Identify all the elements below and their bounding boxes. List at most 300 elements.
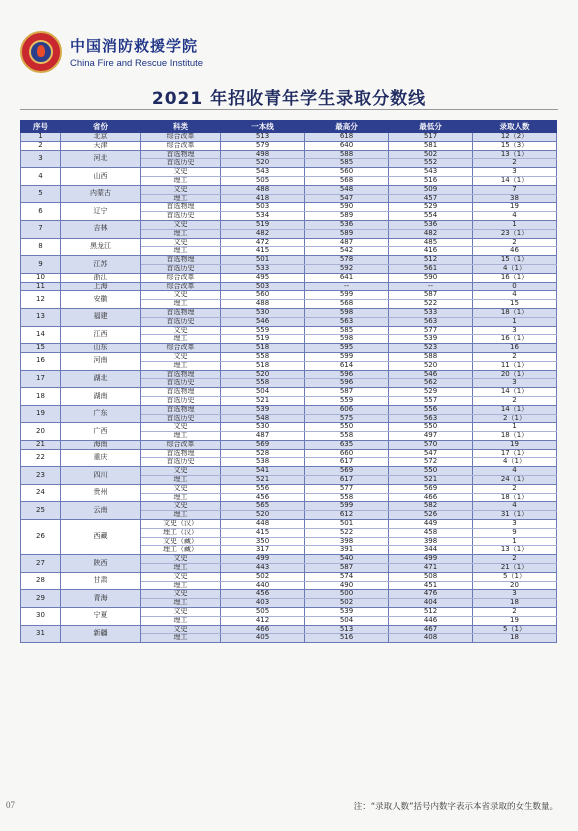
- table-row: [21, 282, 557, 291]
- cell-category: 首选物理: [141, 308, 221, 317]
- cell-max-score: 585: [305, 326, 389, 335]
- cell-category: 理工: [141, 564, 221, 573]
- cell-first-tier-line: 443: [221, 564, 305, 573]
- cell-first-tier-line: 546: [221, 317, 305, 326]
- cell-first-tier-line: 579: [221, 141, 305, 150]
- cell-first-tier-line: 487: [221, 432, 305, 441]
- cell-min-score: 590: [389, 273, 473, 282]
- cell-max-score: 550: [305, 423, 389, 432]
- cell-admitted: 16（1）: [473, 273, 557, 282]
- cell-province: 山西: [61, 168, 141, 186]
- cell-admitted: 21（1）: [473, 564, 557, 573]
- col-header-first-tier-line: 一本线: [221, 121, 305, 133]
- cell-max-score: 589: [305, 212, 389, 221]
- table-row: [21, 555, 557, 564]
- cell-min-score: 557: [389, 396, 473, 405]
- cell-first-tier-line: 534: [221, 212, 305, 221]
- cell-admitted: 2: [473, 238, 557, 247]
- cell-max-score: 487: [305, 238, 389, 247]
- cell-max-score: 563: [305, 317, 389, 326]
- cell-category: 综合改革: [141, 282, 221, 291]
- cell-category: 文史: [141, 555, 221, 564]
- cell-admitted: 13（1）: [473, 546, 557, 555]
- cell-no: 7: [21, 220, 61, 238]
- table-row: [21, 467, 557, 476]
- cell-province: 山东: [61, 344, 141, 353]
- cell-min-score: 539: [389, 335, 473, 344]
- table-row: [21, 590, 557, 599]
- cell-min-score: 523: [389, 344, 473, 353]
- cell-no: 23: [21, 467, 61, 485]
- cell-max-score: 589: [305, 229, 389, 238]
- cell-no: 8: [21, 238, 61, 256]
- cell-max-score: 599: [305, 291, 389, 300]
- cell-min-score: 554: [389, 212, 473, 221]
- cell-first-tier-line: 519: [221, 220, 305, 229]
- cell-first-tier-line: 559: [221, 326, 305, 335]
- cell-category: 文史: [141, 467, 221, 476]
- cell-province: 广西: [61, 423, 141, 441]
- cell-max-score: --: [305, 282, 389, 291]
- cell-first-tier-line: 539: [221, 405, 305, 414]
- cell-admitted: 3: [473, 168, 557, 177]
- cell-first-tier-line: 558: [221, 352, 305, 361]
- cell-admitted: 12（2）: [473, 133, 557, 142]
- cell-category: 理工: [141, 432, 221, 441]
- cell-province: 安徽: [61, 291, 141, 309]
- cell-max-score: 596: [305, 370, 389, 379]
- cell-admitted: 11（1）: [473, 361, 557, 370]
- cell-category: 首选历史: [141, 458, 221, 467]
- cell-min-score: 502: [389, 150, 473, 159]
- cell-max-score: 599: [305, 352, 389, 361]
- cell-province: 北京: [61, 133, 141, 142]
- table-row: [21, 608, 557, 617]
- cell-category: 理工: [141, 634, 221, 643]
- cell-category: 理工: [141, 229, 221, 238]
- cell-min-score: 543: [389, 168, 473, 177]
- table-row: [21, 625, 557, 634]
- cell-min-score: 416: [389, 247, 473, 256]
- table-row: [21, 168, 557, 177]
- cell-min-score: 485: [389, 238, 473, 247]
- cell-min-score: 562: [389, 379, 473, 388]
- cell-min-score: 556: [389, 405, 473, 414]
- cell-min-score: 569: [389, 484, 473, 493]
- cell-max-score: 660: [305, 449, 389, 458]
- cell-category: 文史（汉）: [141, 520, 221, 529]
- cell-category: 文史: [141, 238, 221, 247]
- cell-first-tier-line: 558: [221, 379, 305, 388]
- cell-category: 综合改革: [141, 440, 221, 449]
- cell-admitted: 4: [473, 467, 557, 476]
- cell-min-score: 517: [389, 133, 473, 142]
- cell-province: 云南: [61, 502, 141, 520]
- cell-admitted: 3: [473, 326, 557, 335]
- cell-min-score: 570: [389, 440, 473, 449]
- cell-admitted: 18（1）: [473, 308, 557, 317]
- cell-first-tier-line: 520: [221, 159, 305, 168]
- cell-category: 文史: [141, 168, 221, 177]
- cell-first-tier-line: 518: [221, 361, 305, 370]
- institution-header: [20, 28, 203, 76]
- cell-no: 16: [21, 352, 61, 370]
- cell-category: 文史: [141, 502, 221, 511]
- page-title: 2021 年招收青年学生录取分数线: [151, 89, 427, 109]
- cell-no: 3: [21, 150, 61, 168]
- cell-first-tier-line: 466: [221, 625, 305, 634]
- cell-first-tier-line: 519: [221, 335, 305, 344]
- table-row: [21, 185, 557, 194]
- cell-first-tier-line: 412: [221, 616, 305, 625]
- cell-first-tier-line: 415: [221, 247, 305, 256]
- cell-first-tier-line: 403: [221, 599, 305, 608]
- cell-max-score: 640: [305, 141, 389, 150]
- cell-first-tier-line: 488: [221, 300, 305, 309]
- table-header-row: [21, 121, 557, 133]
- table-row: [21, 352, 557, 361]
- cell-first-tier-line: 415: [221, 528, 305, 537]
- cell-max-score: 598: [305, 335, 389, 344]
- cell-max-score: 398: [305, 537, 389, 546]
- cell-first-tier-line: 560: [221, 291, 305, 300]
- cell-max-score: 614: [305, 361, 389, 370]
- cell-admitted: 23（1）: [473, 229, 557, 238]
- cell-admitted: 18: [473, 634, 557, 643]
- col-header-max-score: 最高分: [305, 121, 389, 133]
- cell-min-score: 529: [389, 203, 473, 212]
- cell-min-score: 550: [389, 467, 473, 476]
- cell-first-tier-line: 495: [221, 273, 305, 282]
- cell-min-score: 522: [389, 300, 473, 309]
- cell-category: 理工: [141, 361, 221, 370]
- cell-no: 9: [21, 256, 61, 274]
- cell-min-score: 451: [389, 581, 473, 590]
- cell-province: 浙江: [61, 273, 141, 282]
- cell-min-score: 536: [389, 220, 473, 229]
- cell-province: 陕西: [61, 555, 141, 573]
- cell-category: 首选物理: [141, 370, 221, 379]
- cell-category: 综合改革: [141, 344, 221, 353]
- cell-max-score: 641: [305, 273, 389, 282]
- cell-max-score: 618: [305, 133, 389, 142]
- cell-admitted: 2: [473, 608, 557, 617]
- cell-category: 理工（汉）: [141, 528, 221, 537]
- table-row: [21, 150, 557, 159]
- title-divider: [20, 109, 558, 110]
- cell-admitted: 1: [473, 537, 557, 546]
- cell-category: 理工: [141, 493, 221, 502]
- institution-logo-icon: [20, 31, 62, 73]
- cell-first-tier-line: 530: [221, 308, 305, 317]
- cell-max-score: 612: [305, 511, 389, 520]
- cell-admitted: 1: [473, 423, 557, 432]
- cell-first-tier-line: 505: [221, 608, 305, 617]
- cell-category: 首选历史: [141, 379, 221, 388]
- cell-min-score: 466: [389, 493, 473, 502]
- cell-no: 18: [21, 388, 61, 406]
- institution-name-cn: 中国消防救援学院: [70, 37, 199, 55]
- cell-admitted: 20: [473, 581, 557, 590]
- cell-admitted: 3: [473, 379, 557, 388]
- table-row: [21, 220, 557, 229]
- cell-admitted: 19: [473, 440, 557, 449]
- cell-category: 综合改革: [141, 141, 221, 150]
- cell-first-tier-line: 501: [221, 256, 305, 265]
- cell-no: 15: [21, 344, 61, 353]
- cell-min-score: 509: [389, 185, 473, 194]
- cell-max-score: 587: [305, 564, 389, 573]
- cell-max-score: 577: [305, 484, 389, 493]
- cell-admitted: 4: [473, 502, 557, 511]
- cell-first-tier-line: 541: [221, 467, 305, 476]
- page-number: 07: [6, 800, 15, 810]
- cell-admitted: 18: [473, 599, 557, 608]
- cell-no: 26: [21, 520, 61, 555]
- cell-min-score: 398: [389, 537, 473, 546]
- cell-max-score: 547: [305, 194, 389, 203]
- cell-min-score: 533: [389, 308, 473, 317]
- cell-category: 文史: [141, 572, 221, 581]
- cell-first-tier-line: 502: [221, 572, 305, 581]
- cell-max-score: 490: [305, 581, 389, 590]
- cell-max-score: 578: [305, 256, 389, 265]
- cell-first-tier-line: 317: [221, 546, 305, 555]
- cell-max-score: 635: [305, 440, 389, 449]
- cell-category: 理工: [141, 335, 221, 344]
- cell-first-tier-line: 472: [221, 238, 305, 247]
- col-header-admitted: 录取人数: [473, 121, 557, 133]
- table-row: [21, 370, 557, 379]
- cell-first-tier-line: 482: [221, 229, 305, 238]
- cell-max-score: 587: [305, 388, 389, 397]
- cell-first-tier-line: 556: [221, 484, 305, 493]
- table-row: [21, 133, 557, 142]
- table-row: [21, 572, 557, 581]
- cell-category: 首选物理: [141, 150, 221, 159]
- cell-category: 首选历史: [141, 264, 221, 273]
- cell-category: 首选历史: [141, 414, 221, 423]
- cell-no: 13: [21, 308, 61, 326]
- cell-category: 理工: [141, 194, 221, 203]
- cell-min-score: 482: [389, 229, 473, 238]
- cell-no: 1: [21, 133, 61, 142]
- cell-province: 重庆: [61, 449, 141, 467]
- cell-admitted: 14（1）: [473, 388, 557, 397]
- cell-first-tier-line: 418: [221, 194, 305, 203]
- cell-admitted: 7: [473, 185, 557, 194]
- cell-category: 文史: [141, 352, 221, 361]
- cell-admitted: 16（1）: [473, 335, 557, 344]
- table-row: [21, 308, 557, 317]
- cell-province: 青海: [61, 590, 141, 608]
- cell-first-tier-line: 538: [221, 458, 305, 467]
- cell-min-score: 508: [389, 572, 473, 581]
- cell-admitted: 2: [473, 352, 557, 361]
- cell-category: 理工: [141, 581, 221, 590]
- cell-admitted: 4: [473, 212, 557, 221]
- cell-min-score: --: [389, 282, 473, 291]
- cell-no: 5: [21, 185, 61, 203]
- cell-province: 四川: [61, 467, 141, 485]
- cell-max-score: 522: [305, 528, 389, 537]
- cell-province: 天津: [61, 141, 141, 150]
- cell-max-score: 501: [305, 520, 389, 529]
- cell-admitted: 1: [473, 317, 557, 326]
- table-body: [21, 133, 557, 643]
- cell-category: 文史: [141, 220, 221, 229]
- cell-min-score: 408: [389, 634, 473, 643]
- cell-admitted: 15: [473, 300, 557, 309]
- cell-category: 文史: [141, 625, 221, 634]
- cell-category: 理工: [141, 176, 221, 185]
- table-row: [21, 388, 557, 397]
- cell-min-score: 582: [389, 502, 473, 511]
- cell-max-score: 588: [305, 150, 389, 159]
- table-row: [21, 291, 557, 300]
- footnote: 注：“录取人数”括号内数字表示本省录取的女生数量。: [353, 802, 558, 812]
- cell-admitted: 15（1）: [473, 256, 557, 265]
- cell-min-score: 512: [389, 608, 473, 617]
- cell-first-tier-line: 543: [221, 168, 305, 177]
- cell-admitted: 20（1）: [473, 370, 557, 379]
- cell-province: 广东: [61, 405, 141, 423]
- cell-first-tier-line: 533: [221, 264, 305, 273]
- cell-first-tier-line: 520: [221, 511, 305, 520]
- cell-max-score: 542: [305, 247, 389, 256]
- cell-min-score: 577: [389, 326, 473, 335]
- cell-first-tier-line: 548: [221, 414, 305, 423]
- admission-score-table: [20, 120, 557, 643]
- cell-max-score: 500: [305, 590, 389, 599]
- cell-first-tier-line: 456: [221, 590, 305, 599]
- table-row: [21, 256, 557, 265]
- cell-max-score: 560: [305, 168, 389, 177]
- cell-max-score: 595: [305, 344, 389, 353]
- cell-min-score: 587: [389, 291, 473, 300]
- table-row: [21, 326, 557, 335]
- cell-no: 4: [21, 168, 61, 186]
- cell-first-tier-line: 503: [221, 282, 305, 291]
- cell-admitted: 31（1）: [473, 511, 557, 520]
- cell-first-tier-line: 521: [221, 396, 305, 405]
- cell-min-score: 552: [389, 159, 473, 168]
- cell-no: 6: [21, 203, 61, 221]
- cell-admitted: 14（1）: [473, 176, 557, 185]
- cell-no: 25: [21, 502, 61, 520]
- cell-max-score: 598: [305, 308, 389, 317]
- cell-category: 理工: [141, 476, 221, 485]
- cell-category: 理工: [141, 616, 221, 625]
- cell-no: 31: [21, 625, 61, 643]
- cell-min-score: 512: [389, 256, 473, 265]
- cell-category: 首选物理: [141, 203, 221, 212]
- cell-admitted: 9: [473, 528, 557, 537]
- cell-min-score: 563: [389, 414, 473, 423]
- cell-min-score: 497: [389, 432, 473, 441]
- cell-province: 黑龙江: [61, 238, 141, 256]
- cell-category: 文史: [141, 590, 221, 599]
- cell-admitted: 1: [473, 220, 557, 229]
- cell-no: 19: [21, 405, 61, 423]
- cell-category: 理工（藏）: [141, 546, 221, 555]
- cell-category: 文史: [141, 185, 221, 194]
- cell-min-score: 581: [389, 141, 473, 150]
- cell-min-score: 526: [389, 511, 473, 520]
- cell-admitted: 4（1）: [473, 264, 557, 273]
- cell-max-score: 516: [305, 634, 389, 643]
- cell-no: 24: [21, 484, 61, 502]
- cell-first-tier-line: 520: [221, 370, 305, 379]
- col-header-category: 科类: [141, 121, 221, 133]
- cell-max-score: 502: [305, 599, 389, 608]
- col-header-province: 省份: [61, 121, 141, 133]
- cell-province: 贵州: [61, 484, 141, 502]
- col-header-no: 序号: [21, 121, 61, 133]
- cell-max-score: 574: [305, 572, 389, 581]
- cell-province: 河北: [61, 150, 141, 168]
- cell-max-score: 536: [305, 220, 389, 229]
- cell-admitted: 2: [473, 484, 557, 493]
- cell-first-tier-line: 505: [221, 176, 305, 185]
- cell-min-score: 546: [389, 370, 473, 379]
- cell-province: 内蒙古: [61, 185, 141, 203]
- cell-min-score: 499: [389, 555, 473, 564]
- cell-max-score: 606: [305, 405, 389, 414]
- institution-name: [70, 35, 203, 69]
- table-row: [21, 449, 557, 458]
- cell-admitted: 13（1）: [473, 150, 557, 159]
- cell-admitted: 16: [473, 344, 557, 353]
- cell-category: 理工: [141, 300, 221, 309]
- cell-max-score: 590: [305, 203, 389, 212]
- cell-no: 28: [21, 572, 61, 590]
- cell-category: 首选历史: [141, 317, 221, 326]
- cell-category: 理工: [141, 511, 221, 520]
- cell-admitted: 24（1）: [473, 476, 557, 485]
- cell-province: 湖北: [61, 370, 141, 388]
- cell-province: 吉林: [61, 220, 141, 238]
- cell-min-score: 550: [389, 423, 473, 432]
- col-header-min-score: 最低分: [389, 121, 473, 133]
- table-row: [21, 344, 557, 353]
- cell-no: 30: [21, 608, 61, 626]
- cell-category: 首选物理: [141, 405, 221, 414]
- cell-min-score: 457: [389, 194, 473, 203]
- table-row: [21, 423, 557, 432]
- cell-admitted: 2: [473, 159, 557, 168]
- cell-min-score: 404: [389, 599, 473, 608]
- table-row: [21, 405, 557, 414]
- cell-category: 文史: [141, 291, 221, 300]
- table-row: [21, 238, 557, 247]
- cell-admitted: 2: [473, 396, 557, 405]
- cell-category: 文史: [141, 608, 221, 617]
- cell-category: 首选历史: [141, 212, 221, 221]
- cell-no: 22: [21, 449, 61, 467]
- cell-min-score: 471: [389, 564, 473, 573]
- cell-min-score: 561: [389, 264, 473, 273]
- cell-category: 理工: [141, 247, 221, 256]
- cell-max-score: 513: [305, 625, 389, 634]
- cell-admitted: 0: [473, 282, 557, 291]
- cell-min-score: 467: [389, 625, 473, 634]
- cell-max-score: 568: [305, 176, 389, 185]
- cell-admitted: 5（1）: [473, 572, 557, 581]
- cell-first-tier-line: 513: [221, 133, 305, 142]
- cell-first-tier-line: 488: [221, 185, 305, 194]
- cell-category: 文史: [141, 484, 221, 493]
